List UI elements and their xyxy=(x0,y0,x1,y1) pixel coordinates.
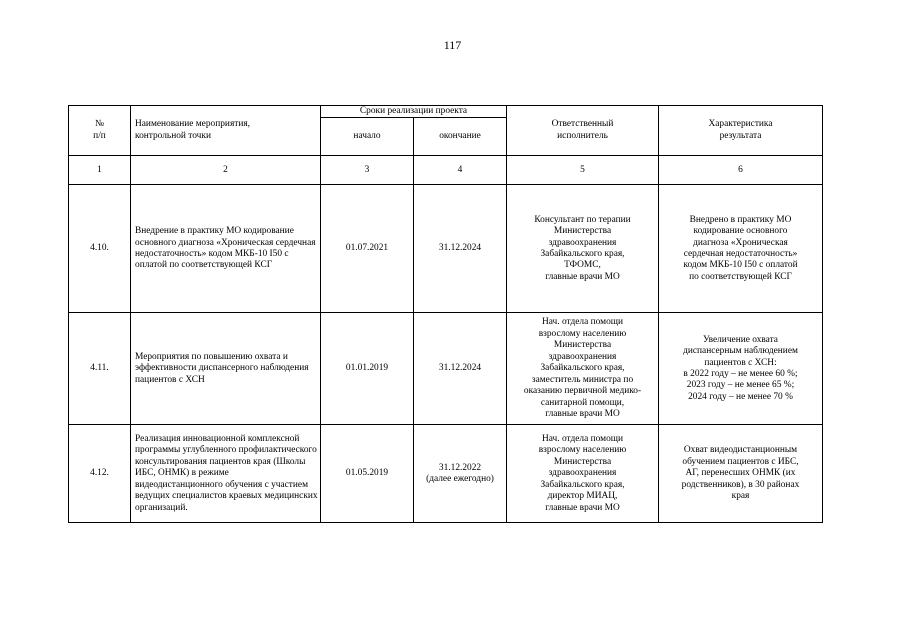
header-responsible: Ответственный исполнитель xyxy=(507,106,659,156)
row-name: Реализация инновационной комплексной программы углубленного профилактического консультирования пациентов края (Школы ИБС, ОНМК) в режиме видеодистанционного обучения с участием ведущих специалистов краевых медицинских организаций. xyxy=(131,425,321,523)
table-row xyxy=(69,185,823,313)
row-responsible: Нач. отдела помощи взрослому населению Министерства здравоохранения Забайкальского края, директор МИАЦ, главные врачи МО xyxy=(507,425,659,523)
row-name: Внедрение в практику МО кодирование основного диагноза «Хроническая сердечная недостаточность» кодом МКБ-10 I50 с оплатой по соответствующей КСГ xyxy=(131,185,321,313)
header-start: начало xyxy=(321,118,414,156)
table-row xyxy=(69,425,823,523)
header-period: Сроки реализации проекта xyxy=(321,106,507,118)
header-name: Наименование мероприятия, контрольной точки xyxy=(131,106,321,156)
header-end: окончание xyxy=(414,118,507,156)
column-numbers-row xyxy=(69,156,823,185)
column-number: 5 xyxy=(507,156,659,185)
column-number: 6 xyxy=(659,156,823,185)
row-start: 01.05.2019 xyxy=(321,425,414,523)
row-result: Охват видеодистанционным обучением пациентов с ИБС, АГ, перенесших ОНМК (их родственников), в 30 районах края xyxy=(659,425,823,523)
table-header-row xyxy=(69,106,823,118)
header-num: № п/п xyxy=(69,106,131,156)
page-number: 117 xyxy=(443,38,462,52)
table-row xyxy=(69,313,823,425)
row-end: 31.12.2022 (далее ежегодно) xyxy=(414,425,507,523)
row-num: 4.11. xyxy=(69,313,131,425)
row-end: 31.12.2024 xyxy=(414,313,507,425)
row-num: 4.12. xyxy=(69,425,131,523)
row-name: Мероприятия по повышению охвата и эффективности диспансерного наблюдения пациентов с ХСН xyxy=(131,313,321,425)
activities-table xyxy=(68,105,823,523)
column-number: 3 xyxy=(321,156,414,185)
row-end: 31.12.2024 xyxy=(414,185,507,313)
row-start: 01.01.2019 xyxy=(321,313,414,425)
row-start: 01.07.2021 xyxy=(321,185,414,313)
column-number: 2 xyxy=(131,156,321,185)
row-result: Внедрено в практику МО кодирование основного диагноза «Хроническая сердечная недостаточность» кодом МКБ-10 I50 с оплатой по соответствующей КСГ xyxy=(659,185,823,313)
column-number: 4 xyxy=(414,156,507,185)
row-num: 4.10. xyxy=(69,185,131,313)
row-result: Увеличение охвата диспансерным наблюдением пациентов с ХСН: в 2022 году – не менее 60 %; 2023 году – не менее 65 %; 2024 году – не менее 70 % xyxy=(659,313,823,425)
column-number: 1 xyxy=(69,156,131,185)
row-responsible: Нач. отдела помощи взрослому населению Министерства здравоохранения Забайкальского края, заместитель министра по оказанию первичной медико- санитарной помощи, главные врачи МО xyxy=(507,313,659,425)
header-result: Характеристика результата xyxy=(659,106,823,156)
row-responsible: Консультант по терапии Министерства здравоохранения Забайкальского края, ТФОМС, главные врачи МО xyxy=(507,185,659,313)
